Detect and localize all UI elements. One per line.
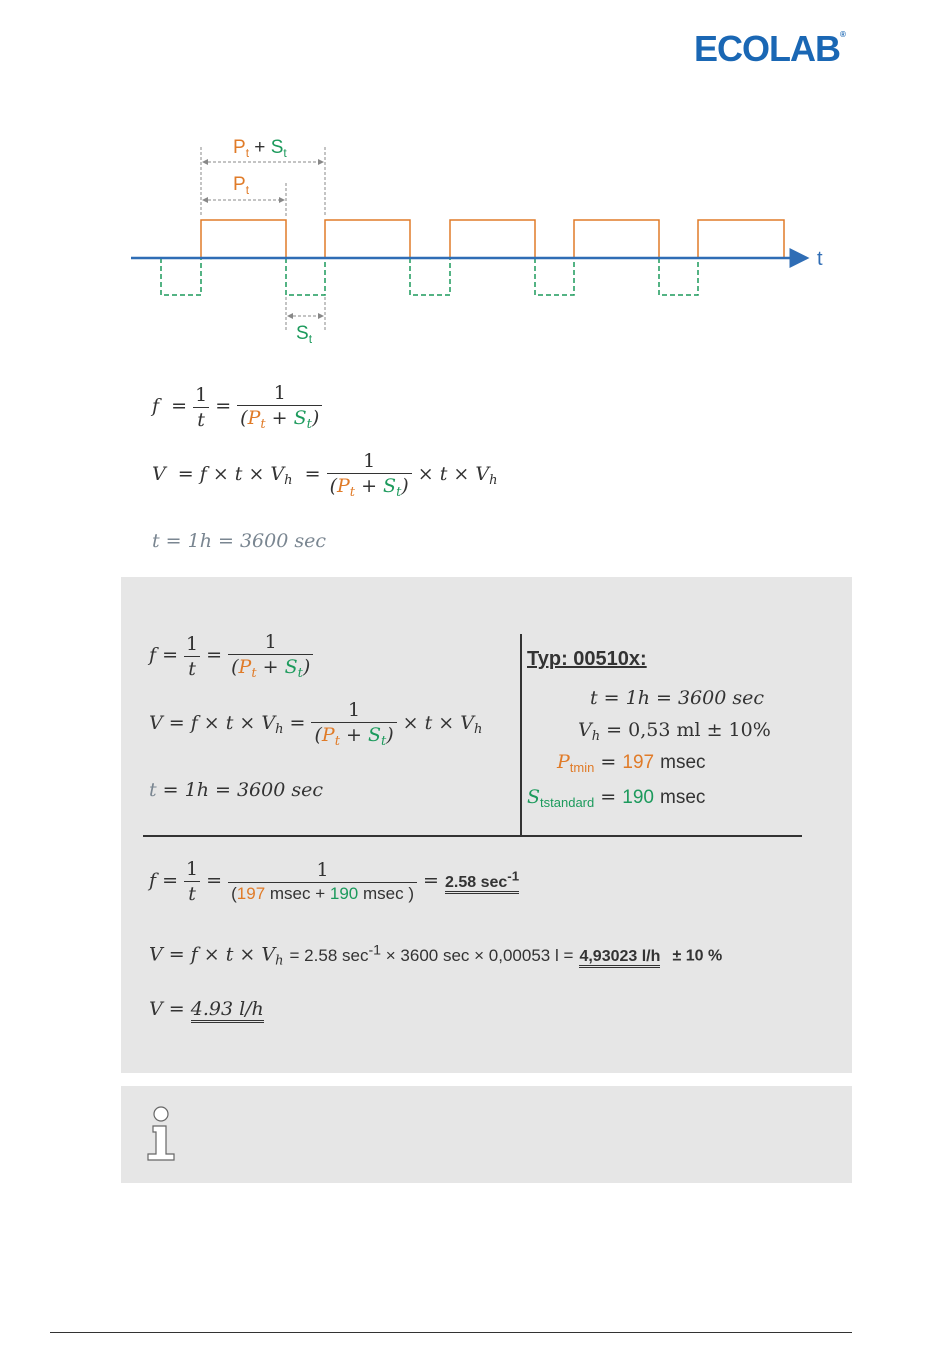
footer-rule	[50, 1332, 852, 1333]
pulse-diagram	[115, 125, 845, 360]
type-time-value: t = 1h = 3600 sec	[590, 687, 764, 709]
pulse-5	[698, 220, 784, 258]
ecolab-logo: ECOLAB®	[694, 28, 845, 69]
label-st: $S_t$	[296, 323, 313, 346]
type-vh-value: $V_h = 0,53$ ml ± 10%	[578, 719, 771, 744]
pulse-4	[574, 220, 659, 258]
label-pt: $P_t$	[233, 174, 250, 197]
pause-4	[535, 258, 574, 295]
formula-frequency-panel: f = $\frac{1}{t}$ = $\frac{1}{(P_t + S_t)}$	[149, 631, 313, 681]
calc-volume: $V = f \times t \times V_h = 2.58$ $\sec^{-1} \times 3600$ sec × 0,00053 l = 4,93023 l/h ± 10 %	[149, 942, 723, 969]
pause-1	[161, 258, 201, 295]
pulse-2	[325, 220, 410, 258]
pause-5	[659, 258, 698, 295]
formula-frequency-top: f = $\frac{1}{t}$ = $\frac{1}{(P_t + S_t)}$	[152, 382, 322, 432]
label-pt-st: $P_t + S_t$	[233, 137, 287, 160]
formula-time-top: t = 1h = 3600 sec	[152, 530, 326, 552]
time-axis-label: t	[817, 248, 823, 270]
formula-time-panel: t = 1h = 3600 sec	[149, 779, 323, 801]
pause-2	[286, 258, 325, 295]
pulse-3	[450, 220, 535, 258]
calc-frequency: f = $\frac{1}{t}$ = $\frac{1}{(197 msec + 190 msec )}$ = 2.58 $\sec^{-1}$	[149, 858, 520, 905]
info-icon	[144, 1104, 178, 1162]
panel-divider-horizontal	[143, 835, 802, 837]
formula-volume-panel: $V = f \times t \times V_h$ = $\frac{1}{(P_t + S_t)}$ × $t \times V_h$	[149, 699, 483, 749]
formula-volume-top: $V = f \times t \times V_h$ = $\frac{1}{(P_t + S_t)}$ × $t \times V_h$	[152, 450, 498, 500]
type-st-value: $S_{tstandard} = 190$ msec	[527, 786, 706, 810]
final-volume: V = 4.93 l/h	[149, 998, 264, 1020]
info-panel	[121, 1086, 852, 1183]
pause-3	[410, 258, 450, 295]
panel-divider-vertical	[520, 634, 522, 836]
type-label: Typ: 00510x:	[527, 648, 647, 670]
type-ptmin-value: $P_{tmin} = 197$ msec	[557, 751, 706, 775]
pulse-1	[201, 220, 286, 258]
